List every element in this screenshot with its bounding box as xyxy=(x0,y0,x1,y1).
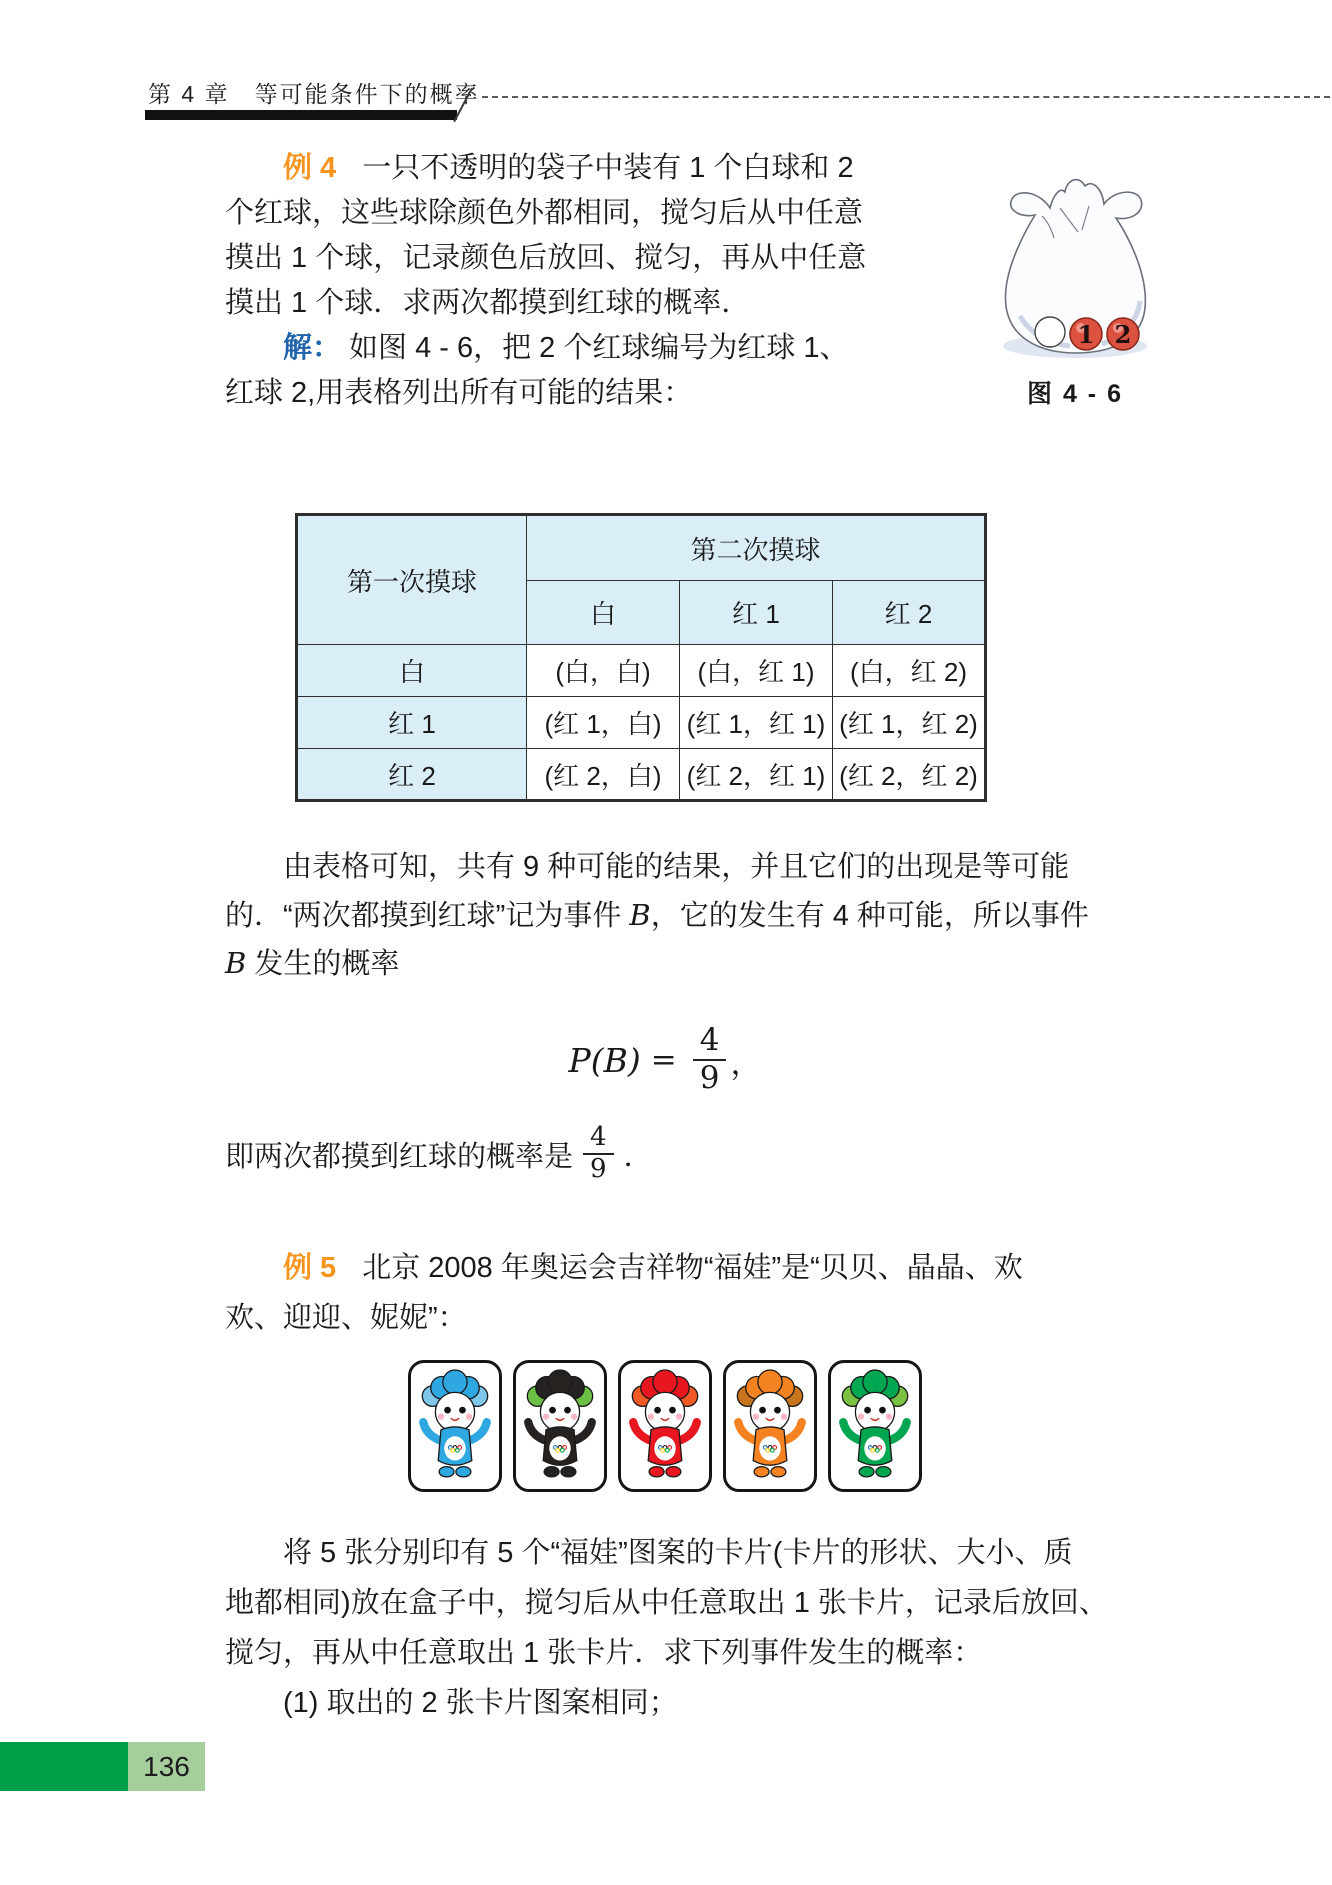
header-dashed-rule xyxy=(482,96,1330,98)
yingying-mascot-icon xyxy=(728,1366,812,1486)
fraction-numerator: 4 xyxy=(583,1123,614,1155)
example5-body xyxy=(225,1528,1125,1728)
outcome-cell: (白，红 1) xyxy=(680,645,833,697)
figure-caption: 图 4 - 6 xyxy=(1027,380,1123,408)
text-line: 将 5 张分别印有 5 个“福娃”图案的卡片(卡片的形状、大小、质 xyxy=(283,1537,1073,1569)
bag-with-balls-icon xyxy=(990,146,1160,361)
text-line: 个红球，这些球除颜色外都相同，搅匀后从中任意 xyxy=(225,197,864,229)
conclusion-text: ． xyxy=(623,1140,653,1173)
ball-number-1: 1 xyxy=(1077,320,1095,349)
text-line: 由表格可知，共有 9 种可能的结果，并且它们的出现是等可能 xyxy=(283,851,1070,883)
row-header: 红 2 xyxy=(297,749,527,801)
probability-formula xyxy=(225,1012,1105,1108)
outcome-cell: (红 1，红 1) xyxy=(680,697,833,749)
text-line: 搅匀，再从中任意取出 1 张卡片．求下列事件发生的概率： xyxy=(225,1637,983,1669)
col-header-red1: 红 1 xyxy=(680,581,833,645)
formula-lhs: P(B) xyxy=(568,1040,641,1080)
fraction-denominator: 9 xyxy=(590,1154,607,1184)
fraction-denominator: 9 xyxy=(699,1060,720,1096)
mascot-card-huanhuan xyxy=(618,1360,712,1492)
formula-tail: ， xyxy=(730,1045,762,1081)
analysis-text: 的．“两次都摸到红球”记为事件 xyxy=(225,900,630,932)
problem-text: 一只不透明的袋子中装有 1 个白球和 2 xyxy=(362,152,854,184)
analysis-paragraph xyxy=(225,843,1125,987)
text-line: 摸出 1 个球．求两次都摸到红球的概率． xyxy=(225,287,751,319)
mascot-card-nini xyxy=(828,1360,922,1492)
example4-label: 例 4 xyxy=(283,152,337,184)
top-header: 第二次摸球 xyxy=(527,515,986,581)
table-row xyxy=(297,697,986,749)
outcome-cell: (红 2，白) xyxy=(527,749,680,801)
conclusion-line xyxy=(225,1112,653,1196)
huanhuan-mascot-icon xyxy=(623,1366,707,1486)
fraction xyxy=(583,1123,614,1185)
chapter-title: 第 4 章 等可能条件下的概率 xyxy=(148,81,480,107)
figure-4-6 xyxy=(985,146,1165,410)
conclusion-text: 即两次都摸到红球的概率是 xyxy=(225,1140,574,1173)
event-symbol: B xyxy=(629,898,651,932)
solution-text: 如图 4 - 6，把 2 个红球编号为红球 1、 xyxy=(349,332,849,364)
col-header-white: 白 xyxy=(527,581,680,645)
jingjing-mascot-icon xyxy=(518,1366,602,1486)
mascot-card-jingjing xyxy=(513,1360,607,1492)
page-number-badge xyxy=(128,1742,205,1791)
text-line xyxy=(225,939,1125,987)
text-line: 红球 2,用表格列出所有可能的结果： xyxy=(225,377,693,409)
fraction-numerator: 4 xyxy=(693,1023,727,1061)
outcome-cell: (红 1，白) xyxy=(527,697,680,749)
nini-mascot-icon xyxy=(833,1366,917,1486)
outcome-table-body xyxy=(297,645,986,801)
example5-label: 例 5 xyxy=(283,1252,337,1284)
white-ball xyxy=(1035,317,1065,347)
title-underline-bar xyxy=(145,110,457,120)
mascot-card-beibei xyxy=(408,1360,502,1492)
fraction xyxy=(693,1023,727,1096)
analysis-text: 发生的概率 xyxy=(246,948,400,980)
table-row xyxy=(297,645,986,697)
text-line: 地都相同)放在盒子中，搅匀后从中任意取出 1 张卡片，记录后放回、 xyxy=(225,1587,1108,1619)
outcome-cell: (红 2，红 1) xyxy=(680,749,833,801)
text-line xyxy=(225,1243,1125,1293)
corner-header: 第一次摸球 xyxy=(297,515,527,645)
text-line xyxy=(225,146,985,191)
solution-label: 解： xyxy=(283,332,342,364)
mascot-cards xyxy=(225,1360,1105,1492)
analysis-text: ，它的发生有 4 种可能，所以事件 xyxy=(650,900,1089,932)
example5-intro xyxy=(225,1243,1125,1343)
footer-green-block xyxy=(0,1742,128,1791)
text-line xyxy=(225,326,985,371)
ball-number-2: 2 xyxy=(1114,320,1132,349)
example4-solution-intro xyxy=(225,326,985,416)
event-symbol: B xyxy=(225,946,247,980)
col-header-red2: 红 2 xyxy=(833,581,986,645)
example4-problem xyxy=(225,146,985,326)
outcome-table xyxy=(295,513,987,802)
intro-text: 北京 2008 年奥运会吉祥物“福娃”是“贝贝、晶晶、欢 xyxy=(362,1252,1023,1284)
mascot-card-yingying xyxy=(723,1360,817,1492)
equals-sign: = xyxy=(650,1042,677,1078)
outcome-cell: (白，白) xyxy=(527,645,680,697)
outcome-cell: (白，红 2) xyxy=(833,645,986,697)
outcome-cell: (红 1，红 2) xyxy=(833,697,986,749)
outcome-cell: (红 2，红 2) xyxy=(833,749,986,801)
text-line: 欢、迎迎、妮妮”： xyxy=(225,1302,467,1334)
page-number: 136 xyxy=(143,1750,190,1782)
table-row xyxy=(297,749,986,801)
text-line: 摸出 1 个球，记录颜色后放回、搅匀，再从中任意 xyxy=(225,242,867,274)
row-header: 红 1 xyxy=(297,697,527,749)
text-line xyxy=(225,891,1125,939)
beibei-mascot-icon xyxy=(413,1366,497,1486)
text-line: (1) 取出的 2 张卡片图案相同； xyxy=(283,1687,678,1719)
row-header: 白 xyxy=(297,645,527,697)
